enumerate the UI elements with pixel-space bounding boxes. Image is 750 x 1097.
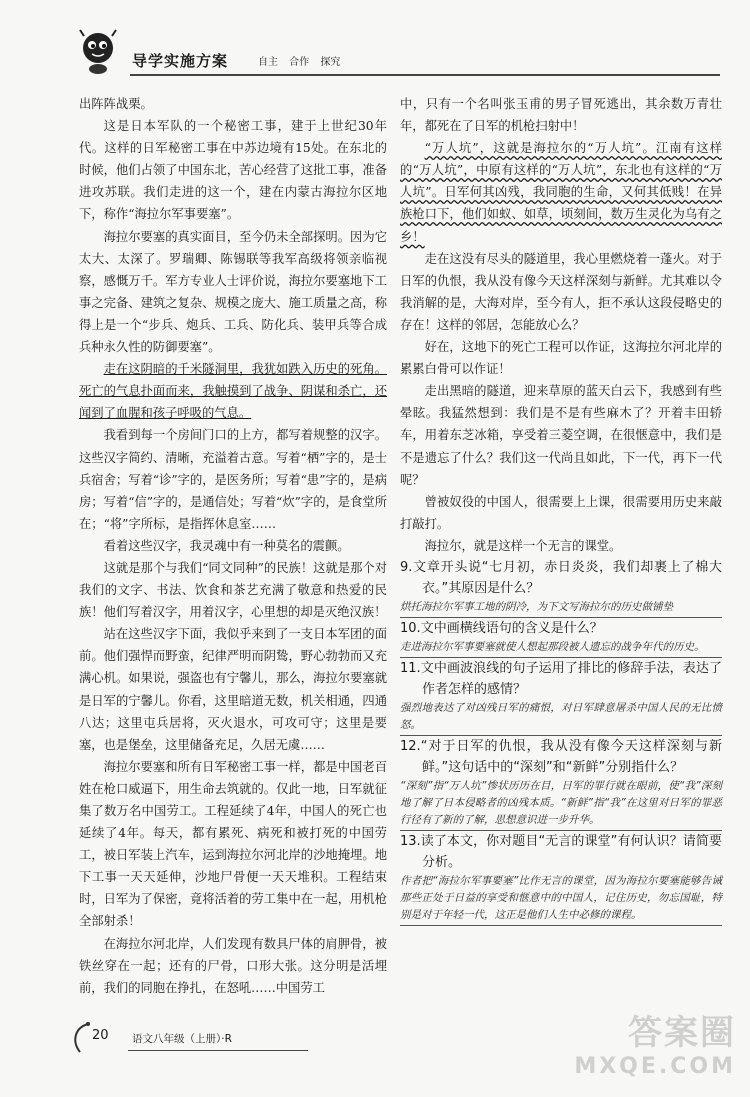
question-number: 11. bbox=[400, 660, 421, 676]
header-rule bbox=[130, 74, 720, 76]
question bbox=[400, 831, 722, 873]
question-number: 12. bbox=[400, 738, 421, 754]
page-header bbox=[70, 28, 720, 78]
paragraph: 中，只有一个名叫张玉甫的男子冒死逃出，其余数万青壮年，都死在了日军的机枪扫射中！ bbox=[400, 97, 722, 134]
paragraph: 在海拉尔河北岸，人们发现有数具尸体的肩胛骨，被铁丝穿在一起；还有的尸骨，口形大张。这分明是活埋前，我们的同胞在挣扎，在怒吼……中国劳工 bbox=[79, 936, 387, 995]
paragraph: 站在这些汉字下面，我似乎来到了一支日本军团的面前。他们强悍而野蛮，纪律严明而阴鸷，野心勃勃而又充满心机。如果说，强盗也有宁馨儿，那么，海拉尔要塞就是日军的宁馨儿。你看，这里暗道无数，机关相通，四通八达；这里屯兵居将，灭火退水，可攻可守；这里是要塞，也是堡垒，这里储备充足，久居无虞…… bbox=[79, 627, 387, 752]
paragraph: 出阵阵战栗。 bbox=[79, 97, 153, 111]
answer-field[interactable]: “深刻”指“万人坑”惨状历历在目，日军的罪行就在眼前，使“我”深刻地了解了日本侵略者的凶残本质。“新鲜”指“我”在这里对日军的罪恶行径有了新的了解，思想意识进一步升华。 bbox=[400, 778, 722, 831]
question-block bbox=[400, 557, 722, 618]
question bbox=[400, 618, 722, 639]
header-tags: 自主 合作 探究 bbox=[258, 57, 341, 68]
header-title: 导学实施方案 bbox=[132, 52, 229, 70]
question-block bbox=[400, 831, 722, 926]
question-number: 9. bbox=[400, 559, 413, 575]
paragraph: 走出黑暗的隧道，迎来草原的蓝天白云下，我感到有些晕眩。我猛然想到：我们是不是有些麻木了？开着丰田轿车，用着东芝冰箱，享受着三菱空调，在很惬意中，我们是不是遗忘了什么？我们这一代尚且如此，下一代，再下一代呢？ bbox=[400, 384, 722, 487]
book-title: 语文八年级（上册）·R bbox=[132, 1033, 232, 1045]
question-block bbox=[400, 618, 722, 658]
question-number: 10. bbox=[400, 620, 421, 636]
right-column bbox=[400, 93, 722, 926]
paragraph: 曾被奴役的中国人，很需要上上课，很需要用历史来敲打敲打。 bbox=[400, 494, 722, 531]
paragraph: 海拉尔，就是这样一个无言的课堂。 bbox=[424, 538, 622, 553]
paragraph: 这就是那个与我们“同文同种”的民族！这就是那个对我们的文字、书法、饮食和茶艺充满了敬意和热爱的民族！他们写着汉字，用着汉字，心里想的却是灭绝汉族！ bbox=[79, 560, 387, 620]
paragraph: 我看到每一个房间门口的上方，都写着规整的汉字。这些汉字简约、清晰，充溢着古意。写着“栖”字的，是士兵宿舍；写着“诊”字的，是医务所；写着“患”字的，是病房；写着“信”字的，是通信处；写着“炊”字的，是食堂所在；“将”字所标，是指挥休息室…… bbox=[79, 428, 387, 531]
paragraph: 走在这没有尽头的隧道里，我心里燃烧着一蓬火。对于日军的仇恨，我从没有像今天这样深刻与新鲜。尤其难以令我消解的是，大海对岸，至今有人，拒不承认这段侵略史的存在！这样的邻居，怎能放心么？ bbox=[400, 251, 722, 332]
answer-field[interactable]: 走进海拉尔军事要塞就使人想起那段被人遗忘的战争年代的历史。 bbox=[400, 639, 722, 658]
wavy-paragraph: “万人坑”，这就是海拉尔的“万人坑”。江南有这样的“万人坑”，中原有这样的“万人坑”，东北也有这样的“万人坑”。日军何其凶残，我同胞的生命，又何其低贱！在异族枪口下，他们如蚁、如草，顷刻间，数万生灵化为乌有之乡！ bbox=[400, 141, 722, 244]
question-text: 读了本文，你对题目“无言的课堂”有何认识？请简要分析。 bbox=[420, 833, 722, 870]
paragraph: 看着这些汉字，我灵魂中有一种莫名的震颤。 bbox=[103, 538, 350, 553]
paragraph: 这是日本军队的一个秘密工事，建于上世纪30年代。这样的日军秘密工事在中苏边境有15处。在东北的时候，他们占领了中国东北，苦心经营了这批工事，准备进攻苏联。我们走进的这一个，建在内蒙古海拉尔区地下，称作“海拉尔军事要塞”。 bbox=[79, 119, 387, 222]
question-text: “对于日军的仇恨，我从没有像今天这样深刻与新鲜。”这句话中的“深刻”和“新鲜”分别指什么？ bbox=[420, 738, 722, 775]
paragraph: 海拉尔要塞的真实面目，至今仍未全部探明。因为它太大、太深了。罗瑞卿、陈锡联等我军高级将领亲临视察，感慨万千。军方专业人士评价说，海拉尔要塞地下工事之完备、建筑之复杂、规模之庞大、施工质量之高，称得上是一个“步兵、炮兵、工兵、防化兵、装甲兵等合成兵种永久性的防御要塞”。 bbox=[79, 229, 387, 355]
question bbox=[400, 557, 722, 599]
question-text: 文章开头说“七月初，赤日炎炎，我们却裹上了棉大衣。”其原因是什么？ bbox=[412, 559, 722, 596]
paragraph: 好在，这地下的死亡工程可以作证，这海拉尔河北岸的累累白骨可以作证！ bbox=[400, 340, 722, 377]
question bbox=[400, 736, 722, 778]
paragraph: 海拉尔要塞和所有日军秘密工事一样，都是中国老百姓在枪口威逼下，用生命去筑就的。仅此一地，日军就征集了数万名中国劳工。工程延续了4年，中国人的死亡也延续了4年。每天，都有累死、病死和被打死的中国劳工，被日军装上汽车，运到海拉尔河北岸的沙地掩埋。地下工事一天天延伸，沙地尸骨便一天天堆积。工程结束时，日军为了保密，竟将活着的劳工集中在一起，用机枪全部射杀！ bbox=[79, 759, 387, 929]
left-column bbox=[79, 93, 387, 999]
question-text: 文中画波浪线的句子运用了排比的修辞手法，表达了作者怎样的感情？ bbox=[420, 660, 722, 697]
question bbox=[400, 658, 722, 700]
page-number-ornament-icon bbox=[70, 1020, 94, 1056]
answer-field[interactable]: 作者把“海拉尔军事要塞”比作无言的课堂，因为海拉尔要塞能够告诫那些正处于日益的享受和惬意中的中国人，记住历史，勿忘国耻，特别是对于年轻一代，这正是他们人生中必修的课程。 bbox=[400, 873, 722, 926]
answer-field[interactable]: 强烈地表达了对凶残日军的痛恨，对日军肆意屠杀中国人民的无比愤怒。 bbox=[400, 700, 722, 736]
watermark-line1: 答案圈 bbox=[628, 1013, 736, 1053]
question-number: 13. bbox=[400, 833, 421, 849]
page-number: 20 bbox=[92, 1028, 109, 1043]
mascot-icon bbox=[76, 28, 122, 76]
answer-field[interactable]: 烘托海拉尔军事工地的阴冷，为下文写海拉尔的历史做铺垫 bbox=[400, 599, 722, 618]
question-block bbox=[400, 658, 722, 736]
watermark bbox=[574, 1005, 736, 1079]
footer-rule bbox=[128, 1050, 308, 1051]
watermark-line2: MXQE.COM bbox=[574, 1054, 736, 1079]
question-text: 文中画横线语句的含义是什么？ bbox=[420, 620, 603, 636]
question-block bbox=[400, 736, 722, 831]
page-footer bbox=[70, 1018, 310, 1058]
underlined-paragraph: 走在这阴暗的千米隧洞里，我犹如跌入历史的死角。死亡的气息扑面而来，我触摸到了战争、阴谋和杀亡，还闻到了血腥和孩子呼吸的气息。 bbox=[79, 362, 387, 421]
